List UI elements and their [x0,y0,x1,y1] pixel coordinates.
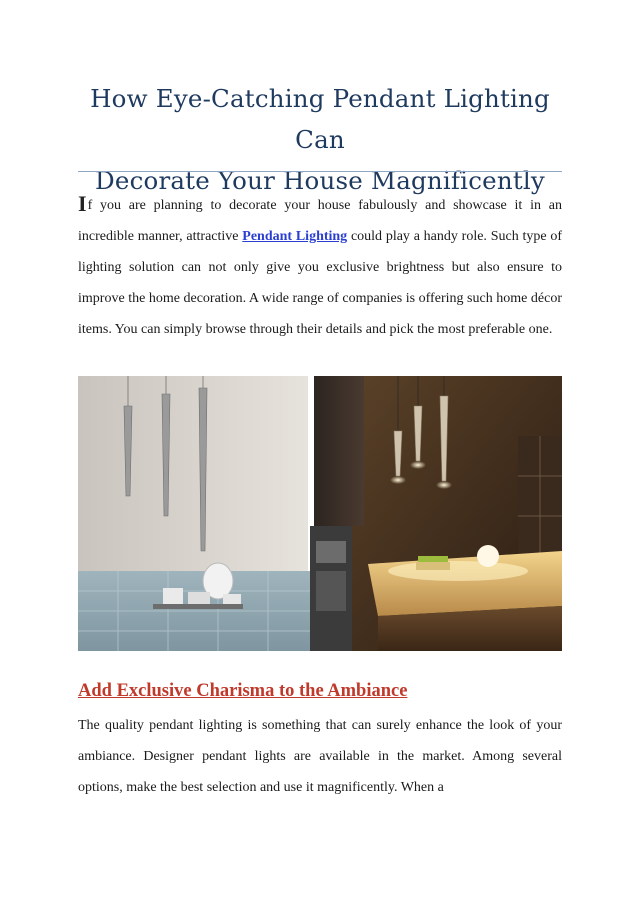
intro-text-after-link: could play a handy role. Such type of lighting solution can not only give you exclusive brightness but also ensure to improve the home decoration. A wide range of companies is offering such home décor items. You can simply browse through their details and pick the most preferable one. [78,229,562,337]
section-heading: Add Exclusive Charisma to the Ambiance [78,681,408,701]
kitchen-pendant-lighting-photo [78,376,562,651]
intro-paragraph [78,188,562,345]
intro-text-before-link: f you are planning to decorate your house fabulously and showcase it in an incredible manner, attractive [78,198,562,244]
title-line-2: Decorate Your House Magnificently [95,166,545,195]
pendant-lighting-link[interactable]: Pendant Lighting [242,229,348,244]
title-line-1: How Eye-Catching Pendant Lighting Can [90,84,550,154]
title-divider [78,171,562,172]
section-paragraph: The quality pendant lighting is something that can surely enhance the look of your ambiance. Designer pendant lights are available in the market. Among several options, make the best selection and use it magnificently. When a [78,718,562,795]
document-title [70,78,570,201]
drop-cap: I [78,191,87,216]
